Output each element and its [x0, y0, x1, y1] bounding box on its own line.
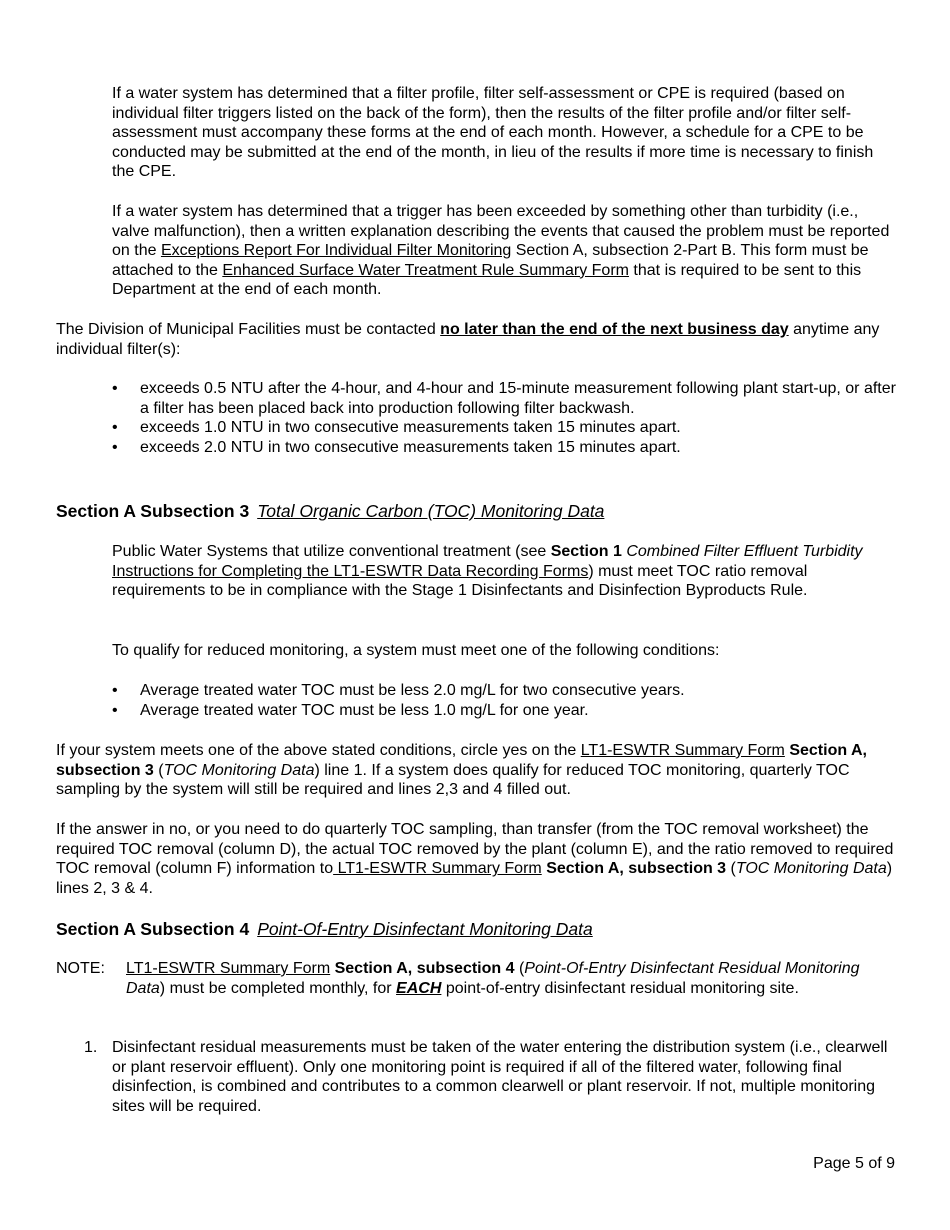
list-item: • exceeds 0.5 NTU after the 4-hour, and 4-hour and 15-minute measurement following plant start-up, or after a filter has been placed back into production following filter backwash. [112, 380, 896, 417]
deadline-emphasis: no later than the end of the next business day [440, 321, 789, 338]
list-item: • Average treated water TOC must be less 1.0 mg/L for one year. [112, 701, 589, 719]
paragraph-reduced-monitoring: To qualify for reduced monitoring, a system must meet one of the following conditions: [112, 642, 720, 659]
paragraph-contact-division: The Division of Municipal Facilities must be contacted no later than the end of the next business day anytime any individual filter(s): [56, 321, 880, 358]
filter-exceedance-list [0, 379, 950, 457]
paragraph-filter-profile: If a water system has determined that a filter profile, filter self-assessment or CPE is required (based on individual filter triggers listed on the back of the form), then the results of the filter profile and/or filter self-assessment must accompany these forms at the end of each month. However, a schedule for a CPE to be conducted may be submitted at the end of the month, in lieu of the results if more time is necessary to finish the CPE. [112, 85, 874, 181]
bullet-icon: • [112, 701, 118, 719]
bullet-icon: • [112, 682, 118, 699]
instructions-link: Instructions for Completing the LT1-ESWTR Data Recording Forms [112, 562, 589, 580]
note-label: NOTE: [56, 960, 105, 977]
eswtr-summary-form-link: Enhanced Surface Water Treatment Rule Summary Form [222, 261, 629, 279]
exceptions-report-link: Exceptions Report For Individual Filter Monitoring [160, 242, 512, 260]
each-emphasis: EACH [396, 979, 442, 997]
paragraph-trigger-exceeded: If a water system has determined that a trigger has been exceeded by something other than turbidity (i.e., valve malfunction), then a written explanation describing the events that caused the problem must be reported on the Exceptions Report For Individual Filter Monitoring Section A, subsection 2-Part B. This form must be attached to the Enhanced Surface Water Treatment Rule Summary Form that is required to be sent to this Department at the end of each month. [112, 203, 890, 299]
list-item: • Average treated water TOC must be less 2.0 mg/L for two consecutive years. [112, 682, 685, 699]
note-block: NOTE: LT1-ESWTR Summary Form Section A, subsection 4 (Point-Of-Entry Disinfectant Residual Monitoring Data) must be completed monthly, for EACH point-of-entry disinfectant residual monitoring site. [56, 960, 860, 997]
toc-conditions-list [0, 681, 950, 720]
bullet-icon: • [112, 419, 118, 437]
bullet-icon: • [112, 380, 118, 397]
paragraph-conventional-treatment: Public Water Systems that utilize conventional treatment (see Section 1 Combined Filter Effluent Turbidity Instructions for Completing the LT1-ESWTR Data Recording Forms) must meet TOC ratio removal requirements to be in compliance with the Stage 1 Disinfectants and Disinfection Byproducts Rule. [112, 543, 863, 600]
summary-form-link: LT1-ESWTR Summary Form [333, 860, 542, 878]
section-3-heading: Section A Subsection 3 Total Organic Carbon (TOC) Monitoring Data [56, 501, 605, 521]
paragraph-circle-yes: If your system meets one of the above stated conditions, circle yes on the LT1-ESWTR Summary Form Section A, subsection 3 (TOC Monitoring Data) line 1. If a system does qualify for reduced TOC monitoring, quarterly TOC sampling by the system will still be required and lines 2,3 and 4 filled out. [56, 742, 867, 799]
item-number: 1. [84, 1039, 98, 1056]
list-item: • exceeds 1.0 NTU in two consecutive measurements taken 15 minutes apart. [112, 419, 681, 437]
section-4-heading: Section A Subsection 4 Point-Of-Entry Disinfectant Monitoring Data [56, 919, 593, 939]
numbered-item-1: 1. Disinfectant residual measurements must be taken of the water entering the distribution system (i.e., clearwell or plant reservoir effluent). Only one monitoring point is required if all of the filtered water, following final disinfection, is combined and contributes to a common clearwell or plant reservoir. If not, multiple monitoring sites will be required. [84, 1039, 888, 1115]
page-number: Page 5 of 9 [813, 1155, 895, 1172]
bullet-icon: • [112, 438, 118, 456]
summary-form-link: LT1-ESWTR Summary Form [580, 742, 785, 759]
paragraph-quarterly-sampling: If the answer in no, or you need to do quarterly TOC sampling, than transfer (from the TOC removal worksheet) the required TOC removal (column D), the actual TOC removed by the plant (column E), and the ratio removed to required TOC removal (column F) information to LT1-ESWTR Summary Form Section A, subsection 3 (TOC Monitoring Data) lines 2, 3 & 4. [56, 821, 894, 897]
summary-form-link: LT1-ESWTR Summary Form [126, 960, 331, 977]
list-item: • exceeds 2.0 NTU in two consecutive measurements taken 15 minutes apart. [112, 438, 681, 456]
